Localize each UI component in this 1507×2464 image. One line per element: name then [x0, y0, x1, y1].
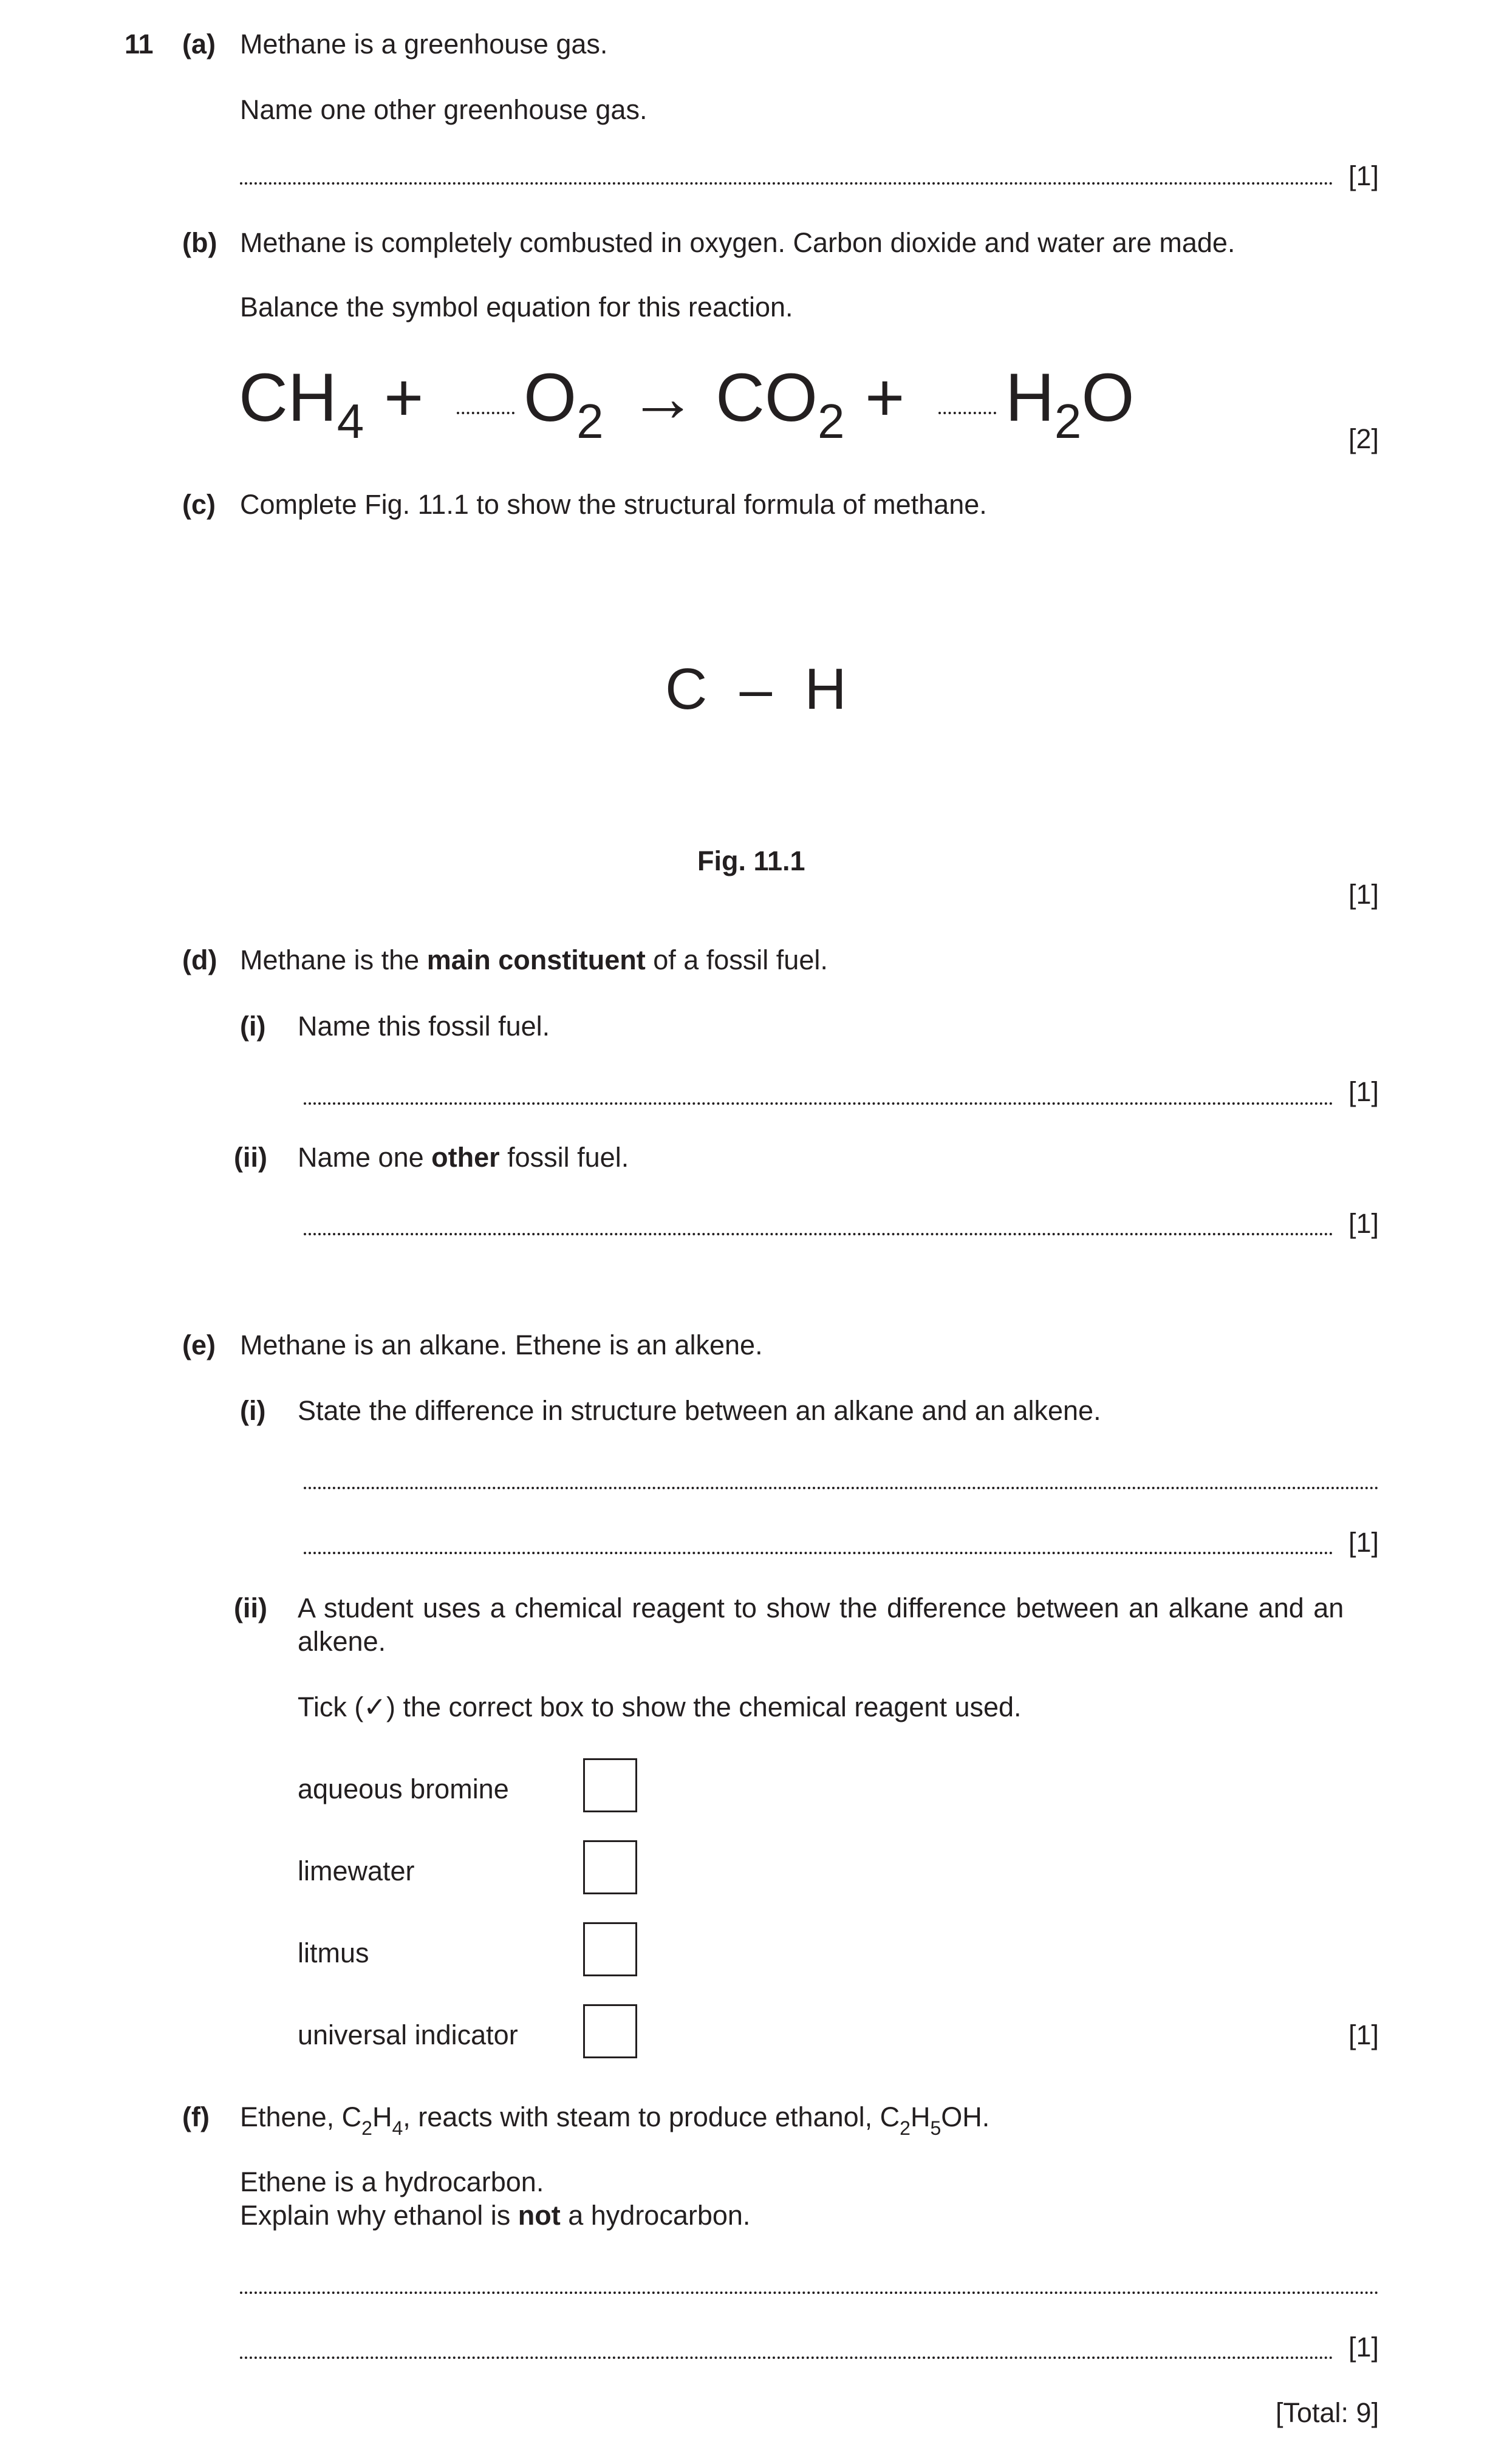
answer-line-f-1[interactable] [240, 2292, 1379, 2294]
part-d-ii-label: (ii) [234, 1142, 267, 1173]
part-f-line-3: Explain why ethanol is not a hydrocarbon. [240, 2200, 751, 2231]
oxygen-coefficient-blank[interactable] [457, 412, 514, 414]
equation-carbon-dioxide: $CO_2$ [716, 360, 845, 448]
answer-line-d-i[interactable] [304, 1102, 1333, 1105]
part-d-stem: Methane is the main constituent of a fossil fuel. [240, 944, 828, 975]
part-e-ii-instruction: Tick (✓) the correct box to show the chemical reagent used. [298, 1691, 1022, 1722]
tick-box-universal-indicator[interactable] [583, 2004, 637, 2058]
answer-line-a[interactable] [240, 182, 1333, 185]
tick-box-aqueous-bromine[interactable] [583, 1758, 637, 1812]
part-f-stem: Ethene, $C_2H_4$, reacts with steam to produce ethanol, $C_2H_5OH$. [240, 2101, 990, 2139]
equation-oxygen: $O_2$ [524, 360, 604, 448]
part-c-label: (c) [182, 489, 216, 520]
equation-arrow: → [629, 360, 697, 435]
marks-c: [1] [1348, 879, 1379, 910]
option-label-aqueous-bromine: aqueous bromine [298, 1773, 509, 1804]
part-a-prompt: Name one other greenhouse gas. [240, 94, 648, 125]
part-d-i-label: (i) [240, 1011, 266, 1042]
part-f-line-2: Ethene is a hydrocarbon. [240, 2166, 544, 2197]
marks-d-ii: [1] [1348, 1208, 1379, 1239]
answer-line-d-ii[interactable] [304, 1233, 1333, 1235]
part-e-i-label: (i) [240, 1395, 266, 1426]
part-f-label: (f) [182, 2101, 210, 2132]
question-number: 11 [125, 29, 154, 60]
marks-f: [1] [1348, 2332, 1379, 2363]
part-d-ii-text: Name one other fossil fuel. [298, 1142, 629, 1173]
answer-line-f-2[interactable] [240, 2356, 1333, 2359]
part-b-stem: Methane is completely combusted in oxygen. Carbon dioxide and water are made. [240, 227, 1235, 258]
option-label-litmus: litmus [298, 1937, 369, 1968]
part-a-stem: Methane is a greenhouse gas. [240, 29, 608, 60]
part-e-label: (e) [182, 1329, 216, 1360]
option-label-universal-indicator: universal indicator [298, 2019, 518, 2050]
part-e-ii-label: (ii) [234, 1592, 267, 1623]
marks-b: [2] [1348, 423, 1379, 454]
marks-d-i: [1] [1348, 1076, 1379, 1107]
marks-a: [1] [1348, 160, 1379, 191]
option-label-limewater: limewater [298, 1855, 415, 1886]
total-marks: [Total: 9] [1276, 2397, 1379, 2428]
part-d-i-text: Name this fossil fuel. [298, 1011, 550, 1042]
part-e-ii-line-1: A student uses a chemical reagent to show the difference between an alkane and an [298, 1592, 1344, 1623]
equation-methane: $CH_4$ [239, 360, 364, 448]
part-c-stem: Complete Fig. 11.1 to show the structural formula of methane. [240, 489, 987, 520]
part-e-ii-line-2: alkene. [298, 1626, 386, 1657]
tick-box-limewater[interactable] [583, 1840, 637, 1894]
part-b-label: (b) [182, 227, 217, 258]
equation-plus-2: + [865, 360, 905, 435]
marks-e-ii: [1] [1348, 2019, 1379, 2050]
part-d-label: (d) [182, 944, 217, 975]
equation-water: $H_2O$ [1005, 360, 1135, 448]
answer-line-e-i-1[interactable] [304, 1487, 1379, 1489]
structural-formula-fragment: C – H [665, 657, 847, 722]
part-b-prompt: Balance the symbol equation for this reaction. [240, 292, 793, 323]
tick-box-litmus[interactable] [583, 1922, 637, 1976]
equation-plus-1: + [384, 360, 424, 435]
part-a-label: (a) [182, 29, 216, 60]
water-coefficient-blank[interactable] [938, 412, 996, 414]
answer-line-e-i-2[interactable] [304, 1552, 1333, 1554]
figure-caption: Fig. 11.1 [697, 845, 805, 876]
part-e-i-text: State the difference in structure between an alkane and an alkene. [298, 1395, 1101, 1426]
marks-e-i: [1] [1348, 1527, 1379, 1558]
part-e-stem: Methane is an alkane. Ethene is an alkene. [240, 1329, 763, 1360]
